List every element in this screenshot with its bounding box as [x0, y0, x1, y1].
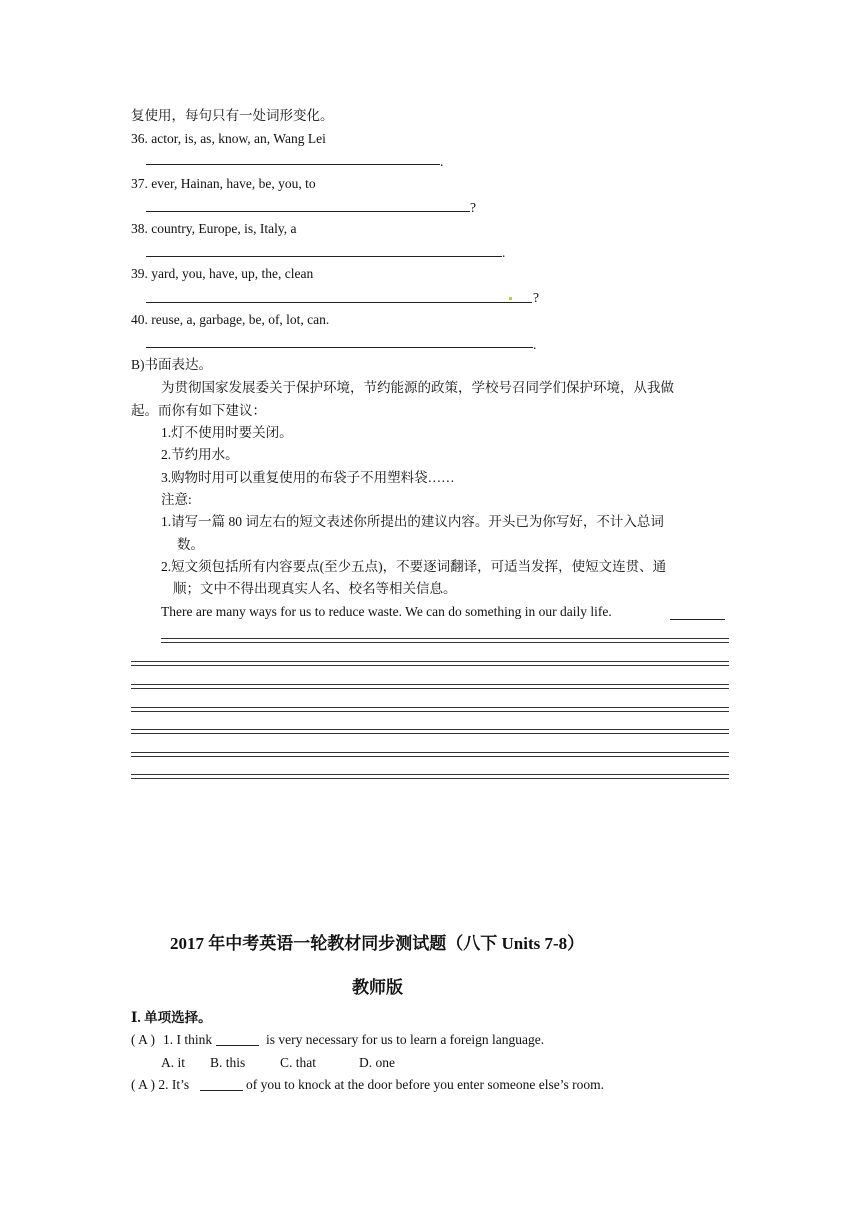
item-39-answer-line[interactable] — [146, 302, 532, 303]
note-1-line-2: 数。 — [177, 537, 204, 552]
writing-line[interactable] — [161, 638, 729, 643]
item-36-prompt: 36. actor, is, as, know, an, Wang Lei — [131, 131, 326, 146]
q1-option-a: A. it — [161, 1055, 186, 1070]
q2-answer-stem-start: ( A ) 2. It’s — [131, 1077, 190, 1092]
item-39-end-mark: ? — [533, 290, 539, 305]
item-39-prompt: 39. yard, you, have, up, the, clean — [131, 266, 314, 281]
writing-line[interactable] — [131, 752, 729, 757]
q1-option-c: C. that — [280, 1055, 316, 1070]
item-37-end-mark: ? — [470, 200, 476, 215]
item-40-end-mark: . — [533, 337, 537, 352]
instruction-tail: 复使用，每句只有一处词形变化。 — [131, 108, 334, 123]
q1-option-b: B. this — [210, 1055, 246, 1070]
page-subtitle: 教师版 — [352, 978, 403, 997]
q1-blank[interactable] — [216, 1045, 259, 1046]
item-38-answer-line[interactable] — [146, 256, 502, 257]
writing-line[interactable] — [131, 684, 729, 689]
item-36-answer-line[interactable] — [146, 164, 440, 165]
q1-option-d: D. one — [359, 1055, 395, 1070]
item-40-answer-line[interactable] — [146, 347, 533, 348]
suggestion-1: 1.灯不使用时要关闭。 — [161, 425, 293, 440]
note-2-line-1: 2.短文须包括所有内容要点(至少五点)，不要逐词翻译，可适当发挥，使短文连贯、通 — [161, 559, 667, 574]
essay-starter: There are many ways for us to reduce waste. We can do something in our daily life. — [161, 604, 612, 619]
writing-line[interactable] — [131, 774, 729, 779]
q2-stem-end: of you to knock at the door before you enter someone else’s room. — [246, 1077, 605, 1092]
note-1-line-1: 1.请写一篇 80 词左右的短文表述你所提出的建议内容。开头已为你写好，不计入总词 — [161, 514, 664, 529]
writing-line[interactable] — [131, 707, 729, 712]
writing-line[interactable] — [131, 729, 729, 734]
writing-line[interactable] — [131, 661, 729, 666]
part-b-heading: B)书面表达。 — [131, 357, 212, 372]
marker-dot — [509, 297, 512, 300]
note-label: 注意: — [161, 492, 192, 507]
q1-answer: ( A ) — [131, 1032, 156, 1047]
q2-blank[interactable] — [200, 1090, 243, 1091]
item-38-prompt: 38. country, Europe, is, Italy, a — [131, 221, 297, 236]
q1-stem-end: is very necessary for us to learn a foreign language. — [266, 1032, 545, 1047]
note-2-line-2: 顺；文中不得出现真实人名、校名等相关信息。 — [173, 581, 457, 596]
item-37-prompt: 37. ever, Hainan, have, be, you, to — [131, 176, 316, 191]
item-36-end-mark: . — [440, 154, 444, 169]
suggestion-3: 3.购物时用可以重复使用的布袋子不用塑料袋…… — [161, 470, 455, 485]
item-40-prompt: 40. reuse, a, garbage, be, of, lot, can. — [131, 312, 330, 327]
item-38-end-mark: . — [502, 245, 506, 260]
intro-line-1: 为贯彻国家发展委关于保护环境，节约能源的政策，学校号召同学们保护环境，从我做 — [161, 380, 674, 395]
page-title: 2017 年中考英语一轮教材同步测试题（八下 Units 7-8） — [170, 934, 585, 953]
intro-line-2: 起。而你有如下建议： — [131, 403, 266, 418]
starter-answer-line[interactable] — [670, 619, 725, 620]
item-37-answer-line[interactable] — [146, 211, 470, 212]
suggestion-2: 2.节约用水。 — [161, 447, 239, 462]
section-heading: Ⅰ. 单项选择。 — [131, 1010, 212, 1025]
q1-stem-start: 1. I think — [163, 1032, 213, 1047]
